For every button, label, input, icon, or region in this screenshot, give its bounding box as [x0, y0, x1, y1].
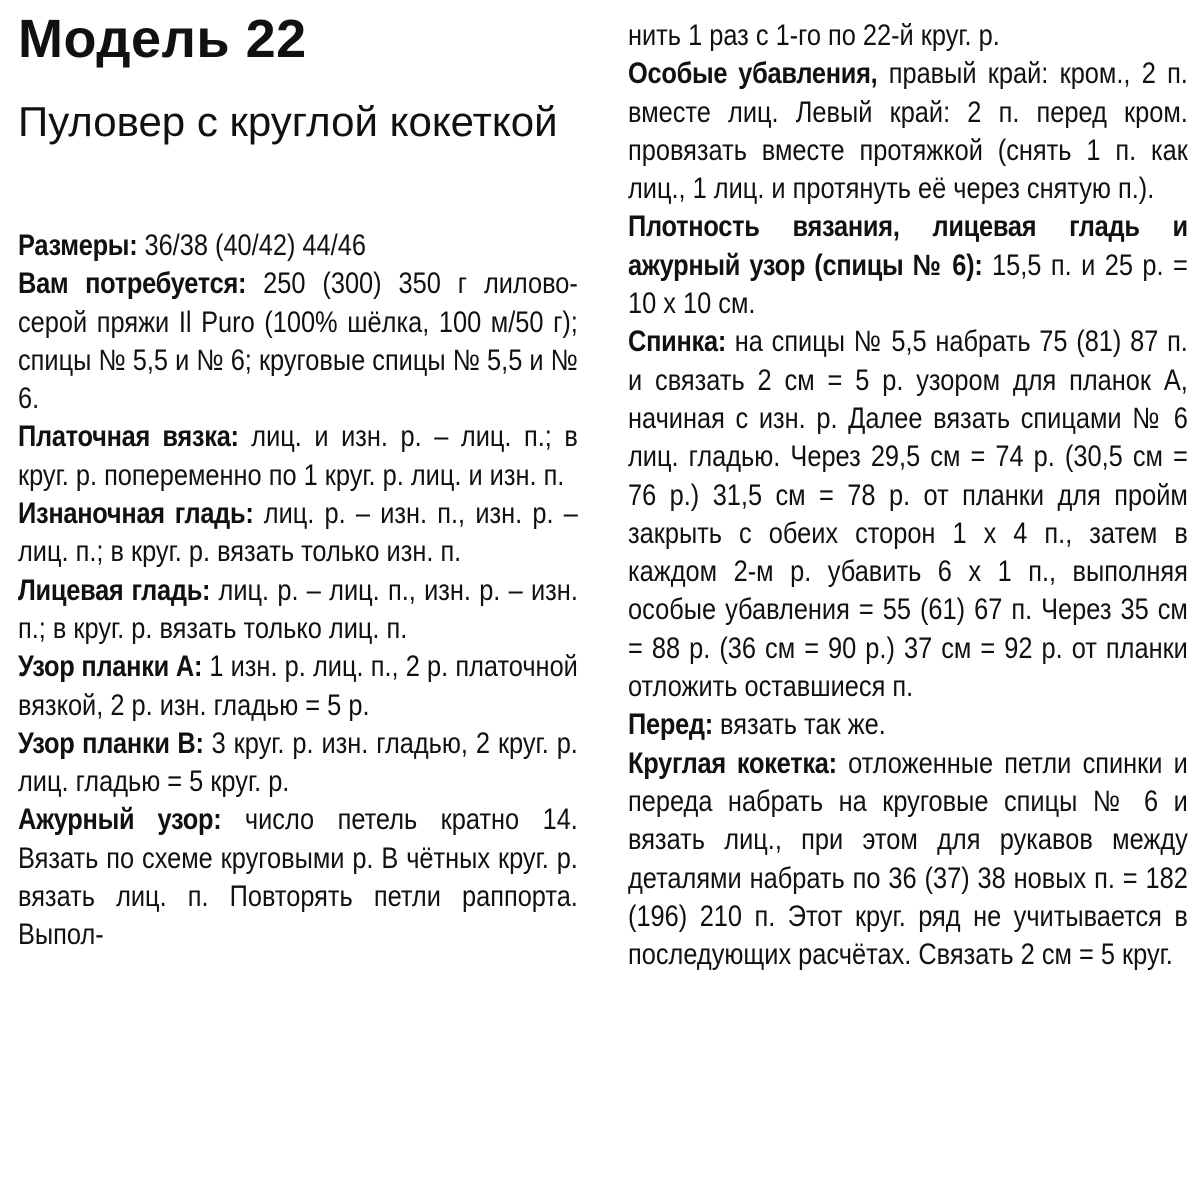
paragraph-text: 250 (300) 350 г лилово-серой пряжи Il Puro (100% шёлка, 100 м/50 г); спицы № 5,5 и № 6; круговые спицы № 5,5 и № 6. — [18, 267, 578, 416]
paragraph-label: Особые убавления, — [628, 57, 878, 91]
paragraph-text: на спицы № 5,5 набрать 75 (81) 87 п. и связать 2 см = 5 р. узором для планок А, начиная с изн. р. Далее вязать спицами № 6 лиц. гладью. Через 29,5 см = 74 р. (30,5 см = 76 р.) 31,5 см = 78 р. от планки для пройм закрыть с обеих сторон 1 х 4 п., затем в каждом 2-м р. убавить 6 х 1 п., выполняя особые убавления = 55 (61) 67 п. Через 35 см = 88 р. (36 см = 90 р.) 37 см = 92 р. от планки отложить оставшиеся п. — [628, 325, 1188, 704]
right-column — [628, 17, 1188, 974]
paragraph — [628, 55, 1188, 208]
left-column — [18, 227, 578, 955]
paragraph-label: Узор планки А: — [18, 650, 203, 684]
paragraph-text: лиц. р. – лиц. п., изн. р. – изн. п.; в круг. р. вязать только лиц. п. — [18, 573, 578, 645]
paragraph-text: лиц. и изн. р. – лиц. п.; в круг. р. попеременно по 1 круг. р. лиц. и изн. п. — [18, 420, 578, 492]
paragraph — [18, 572, 578, 649]
paragraph — [628, 323, 1188, 706]
paragraph-label: Круглая кокетка: — [628, 746, 837, 780]
paragraph-text: 3 круг. р. изн. гладью, 2 круг. р. лиц. гладью = 5 круг. р. — [18, 726, 578, 799]
paragraph-label: Спинка: — [628, 325, 727, 359]
paragraph-text: 36/38 (40/42) 44/46 — [137, 229, 366, 262]
paragraph — [628, 745, 1188, 975]
paragraph — [628, 706, 1188, 744]
paragraph-label: Ажурный узор: — [18, 803, 222, 837]
paragraph-label: Изнаночная гладь: — [18, 497, 254, 531]
paragraph — [18, 725, 578, 802]
paragraph-text: правый край: кром., 2 п. вместе лиц. Левый край: 2 п. перед кром. провязать вместе протяжкой (снять 1 п. как лиц., 1 лиц. и протянуть её через снятую п.). — [628, 57, 1188, 206]
paragraph-text: 1 изн. р. лиц. п., 2 р. платочной вязкой, 2 р. изн. гладью = 5 р. — [18, 650, 578, 722]
paragraph-text: нить 1 раз с 1-го по 22-й круг. р. — [628, 19, 1000, 52]
paragraph-text: 15,5 п. и 25 р. = 10 х 10 см. — [628, 248, 1188, 321]
paragraph-label: Плотность вязания, лицевая гладь и ажурный узор (спицы № 6): — [628, 210, 1188, 282]
paragraph-text: число петель кратно 14. Вязать по схеме круговыми р. В чётных круг. р. вязать лиц. п. Повторять петли раппорта. Выпол- — [18, 803, 578, 952]
paragraph — [18, 265, 578, 418]
paragraph-text: лиц. р. – изн. п., изн. р. – лиц. п.; в круг. р. вязать только изн. п. — [18, 497, 578, 569]
paragraph-label: Перед: — [628, 708, 713, 742]
paragraph — [18, 495, 578, 572]
paragraph — [18, 801, 578, 954]
paragraph-text: отложенные петли спинки и переда набрать на круговые спицы № 6 и вязать лиц., при этом для рукавов между деталями набрать по 36 (37) 38 новых п. = 182 (196) 210 п. Этот круг. ряд не учитывается в последующих расчётах. Связать 2 см = 5 круг. — [628, 746, 1188, 972]
page-title: Модель 22 — [18, 9, 307, 69]
paragraph — [18, 648, 578, 725]
paragraph-label: Размеры: — [18, 229, 138, 262]
paragraph — [628, 17, 1188, 55]
paragraph-label: Узор планки В: — [18, 726, 204, 760]
paragraph — [628, 208, 1188, 323]
paragraph — [18, 227, 578, 265]
paragraph — [18, 418, 578, 495]
page-subtitle: Пуловер с круглой кокеткой — [18, 98, 558, 145]
paragraph-label: Лицевая гладь: — [18, 573, 211, 607]
paragraph-label: Платочная вязка: — [18, 420, 239, 454]
paragraph-text: вязать так же. — [712, 708, 886, 742]
paragraph-label: Вам потребуется: — [18, 267, 247, 301]
